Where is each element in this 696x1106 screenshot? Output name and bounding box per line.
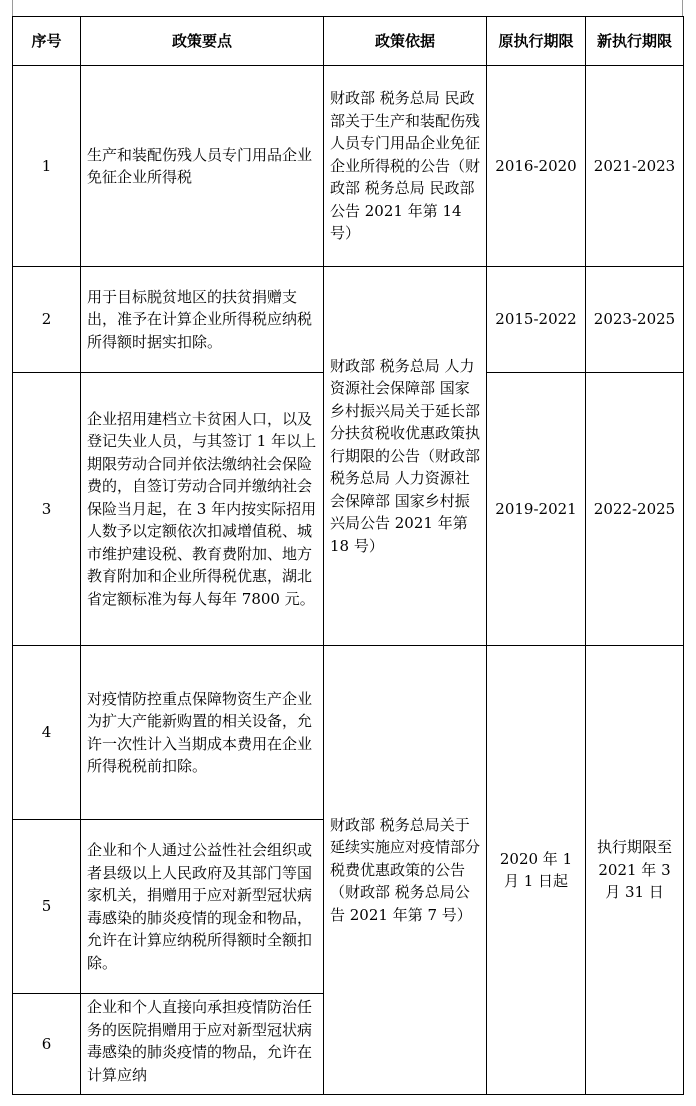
row-no: 4 [13,646,81,820]
header-original-period: 原执行期限 [487,17,586,66]
row-no: 1 [13,66,81,267]
header-new-period: 新执行期限 [586,17,684,66]
table-row [13,66,684,267]
row-new-period: 2023-2025 [586,267,684,373]
row-policy-point [81,994,324,1095]
table-row [13,267,684,373]
header-no: 序号 [13,17,81,66]
row-policy-basis: 财政部 税务总局 民政部关于生产和装配伤残人员专门用品企业免征企业所得税的公告（财政部 税务总局 民政部公告 2021 年第 14 号） [324,66,487,267]
row-policy-point-text: 企业和个人直接向承担疫情防治任务的医院捐赠用于应对新型冠状病毒感染的肺炎疫情的物品，允许在计算应纳 [87,998,313,1084]
group-policy-basis: 财政部 税务总局关于延续实施应对疫情部分税费优惠政策的公告（财政部 税务总局公告 2021 年第 7 号） [324,646,487,1095]
row-no: 5 [13,820,81,994]
row-policy-point: 生产和装配伤残人员专门用品企业免征企业所得税 [81,66,324,267]
group-new-period: 执行期限至 2021 年 3 月 31 日 [586,646,684,1095]
row-policy-point: 对疫情防控重点保障物资生产企业为扩大产能新购置的相关设备，允许一次性计入当期成本费用在企业所得税税前扣除。 [81,646,324,820]
group-original-period: 2020 年 1 月 1 日起 [487,646,586,1095]
row-policy-point: 用于目标脱贫地区的扶贫捐赠支出，准予在计算企业所得税应纳税所得额时据实扣除。 [81,267,324,373]
row-new-period: 2021-2023 [586,66,684,267]
row-original-period: 2016-2020 [487,66,586,267]
row-no: 3 [13,373,81,646]
row-no: 6 [13,994,81,1095]
row-no: 2 [13,267,81,373]
row-policy-point: 企业和个人通过公益性社会组织或者县级以上人民政府及其部门等国家机关，捐赠用于应对新型冠状病毒感染的肺炎疫情的现金和物品，允许在计算应纳税所得额时全额扣除。 [81,820,324,994]
group-policy-basis: 财政部 税务总局 人力资源社会保障部 国家乡村振兴局关于延长部分扶贫税收优惠政策执行期限的公告（财政部 税务总局 人力资源社会保障部 国家乡村振兴局公告 2021 年第 18 号） [324,267,487,646]
table-header-row [13,17,684,66]
row-original-period: 2019-2021 [487,373,586,646]
page-corner-mark-right [682,0,683,16]
page-corner-mark-left [12,0,13,16]
row-policy-point: 企业招用建档立卡贫困人口，以及登记失业人员，与其签订 1 年以上期限劳动合同并依法缴纳社会保险费的，自签订劳动合同并缴纳社会保险当月起，在 3 年内按实际招用人数予以定额依次扣减增值税、城市维护建设税、教育费附加、地方教育附加和企业所得税优惠，湖北省定额标准为每人每年 7800 元。 [81,373,324,646]
policy-table [12,16,684,1095]
table-row [13,646,684,820]
row-new-period: 2022-2025 [586,373,684,646]
header-policy-basis: 政策依据 [324,17,487,66]
row-original-period: 2015-2022 [487,267,586,373]
header-policy-point: 政策要点 [81,17,324,66]
